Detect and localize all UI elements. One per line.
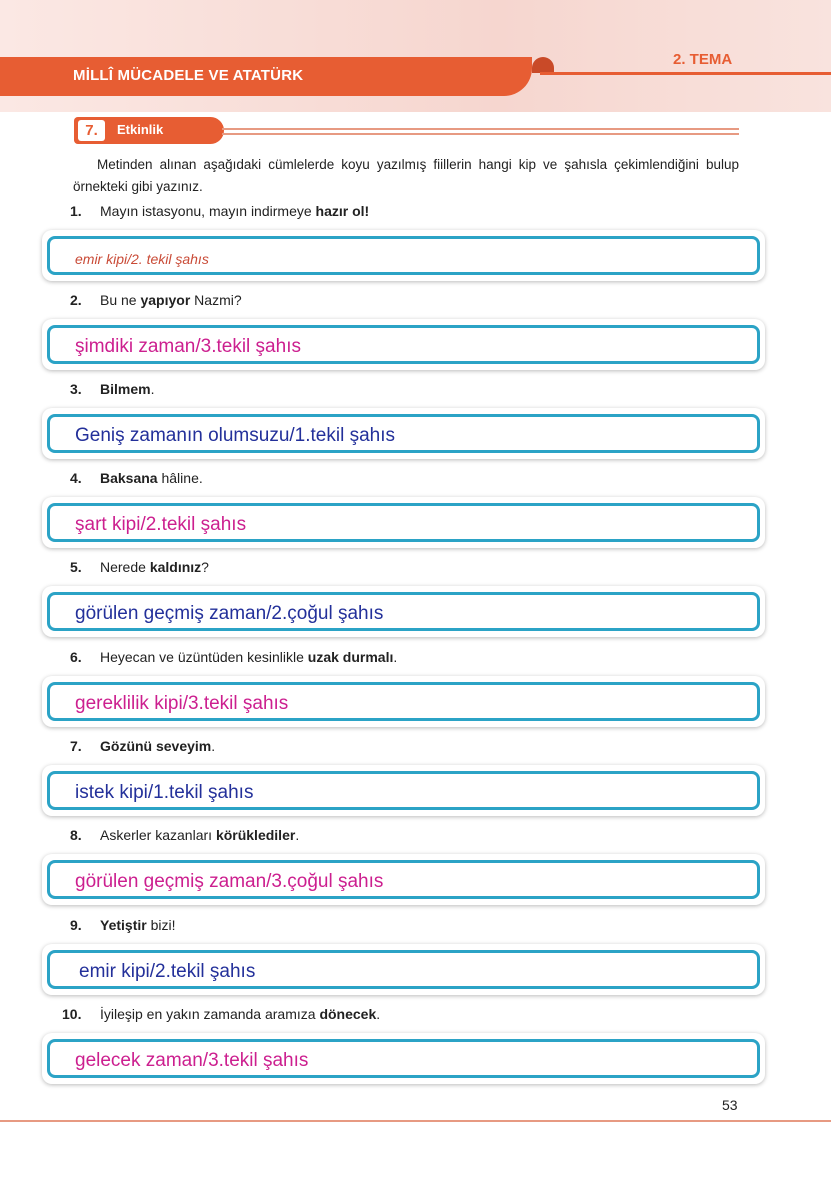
answer-box-8[interactable] — [42, 854, 765, 905]
answer-field[interactable] — [47, 771, 760, 810]
answer-text: istek kipi/1.tekil şahıs — [75, 782, 254, 803]
question-sentence — [100, 738, 215, 754]
answer-text: görülen geçmiş zaman/2.çoğul şahıs — [75, 603, 384, 624]
question-sentence — [100, 559, 209, 575]
sentence-text: Nerede — [100, 559, 150, 575]
answer-text: emir kipi/2. tekil şahıs — [75, 251, 209, 267]
sentence-verb: hazır ol! — [315, 203, 370, 219]
question-number: 6. — [70, 649, 82, 665]
answer-field[interactable] — [47, 950, 760, 989]
sentence-text: . — [150, 381, 155, 397]
activity-number: 7. — [78, 120, 105, 141]
sentence-text: Askerler kazanları — [100, 827, 216, 843]
answer-text: gereklilik kipi/3.tekil şahıs — [75, 693, 289, 714]
question-sentence — [100, 470, 203, 486]
answer-box-9[interactable] — [42, 944, 765, 995]
question-sentence — [100, 292, 242, 308]
sentence-text: . — [295, 827, 300, 843]
answer-text: emir kipi/2.tekil şahıs — [79, 961, 256, 982]
answer-box-1[interactable] — [42, 230, 765, 281]
activity-rule-bottom — [222, 133, 739, 135]
sentence-text: hâline. — [157, 470, 203, 486]
answer-text: şart kipi/2.tekil şahıs — [75, 514, 247, 535]
activity-label: Etkinlik — [117, 122, 164, 137]
sentence-text: bizi! — [146, 917, 176, 933]
sentence-verb: uzak durmalı — [307, 649, 394, 665]
theme-divider — [540, 72, 831, 75]
answer-field[interactable] — [47, 325, 760, 364]
sentence-text: Bu ne — [100, 292, 141, 308]
sentence-verb: Baksana — [100, 470, 158, 486]
question-number: 1. — [70, 203, 82, 219]
sentence-text: . — [211, 738, 216, 754]
answer-box-6[interactable] — [42, 676, 765, 727]
sentence-verb: dönecek — [319, 1006, 377, 1022]
answer-box-4[interactable] — [42, 497, 765, 548]
sentence-text: İyileşip en yakın zamanda aramıza — [100, 1006, 320, 1022]
sentence-verb: Gözünü seveyim — [100, 738, 212, 754]
question-number: 2. — [70, 292, 82, 308]
sentence-text: . — [376, 1006, 381, 1022]
sentence-text: Mayın istasyonu, mayın indirmeye — [100, 203, 316, 219]
question-sentence — [100, 649, 397, 665]
answer-field[interactable] — [47, 236, 760, 275]
answer-field[interactable] — [47, 1039, 760, 1078]
sentence-verb: kaldınız — [149, 559, 202, 575]
question-number: 7. — [70, 738, 82, 754]
question-number: 5. — [70, 559, 82, 575]
answer-box-2[interactable] — [42, 319, 765, 370]
answer-field[interactable] — [47, 592, 760, 631]
sentence-verb: körüklediler — [215, 827, 296, 843]
answer-field[interactable] — [47, 414, 760, 453]
answer-field[interactable] — [47, 503, 760, 542]
question-number: 9. — [70, 917, 82, 933]
question-sentence — [100, 917, 176, 933]
sentence-verb: Yetiştir — [100, 917, 147, 933]
sentence-text: Nazmi? — [190, 292, 242, 308]
answer-box-10[interactable] — [42, 1033, 765, 1084]
answer-field[interactable] — [47, 860, 760, 899]
sentence-verb: Bilmem — [100, 381, 151, 397]
question-number: 4. — [70, 470, 82, 486]
activity-rule-top — [222, 128, 739, 130]
answer-box-5[interactable] — [42, 586, 765, 637]
theme-label: 2. TEMA — [673, 51, 733, 68]
question-number: 8. — [70, 827, 82, 843]
answer-box-7[interactable] — [42, 765, 765, 816]
question-number: 3. — [70, 381, 82, 397]
question-sentence — [100, 1006, 380, 1022]
question-sentence — [100, 381, 154, 397]
theme-tab-shape — [532, 57, 554, 73]
answer-text: Geniş zamanın olumsuzu/1.tekil şahıs — [75, 425, 395, 446]
question-number: 10. — [62, 1006, 82, 1022]
sentence-text: Heyecan ve üzüntüden kesinlikle — [100, 649, 308, 665]
answer-field[interactable] — [47, 682, 760, 721]
answer-text: şimdiki zaman/3.tekil şahıs — [75, 336, 301, 357]
answer-text: görülen geçmiş zaman/3.çoğul şahıs — [75, 871, 384, 892]
answer-text: gelecek zaman/3.tekil şahıs — [75, 1050, 309, 1071]
question-sentence — [100, 203, 369, 219]
question-sentence — [100, 827, 299, 843]
answer-box-3[interactable] — [42, 408, 765, 459]
page-number: 53 — [722, 1097, 738, 1113]
activity-instruction: Metinden alınan aşağıdaki cümlelerde koyu yazılmış fiillerin hangi kip ve şahısla çekimlendiğini bulup örnekteki gibi yazınız. — [73, 157, 739, 194]
unit-title: MİLLÎ MÜCADELE VE ATATÜRK — [73, 67, 304, 84]
footer-rule — [0, 1120, 831, 1122]
sentence-text: . — [393, 649, 398, 665]
sentence-text: ? — [201, 559, 209, 575]
sentence-verb: yapıyor — [140, 292, 191, 308]
